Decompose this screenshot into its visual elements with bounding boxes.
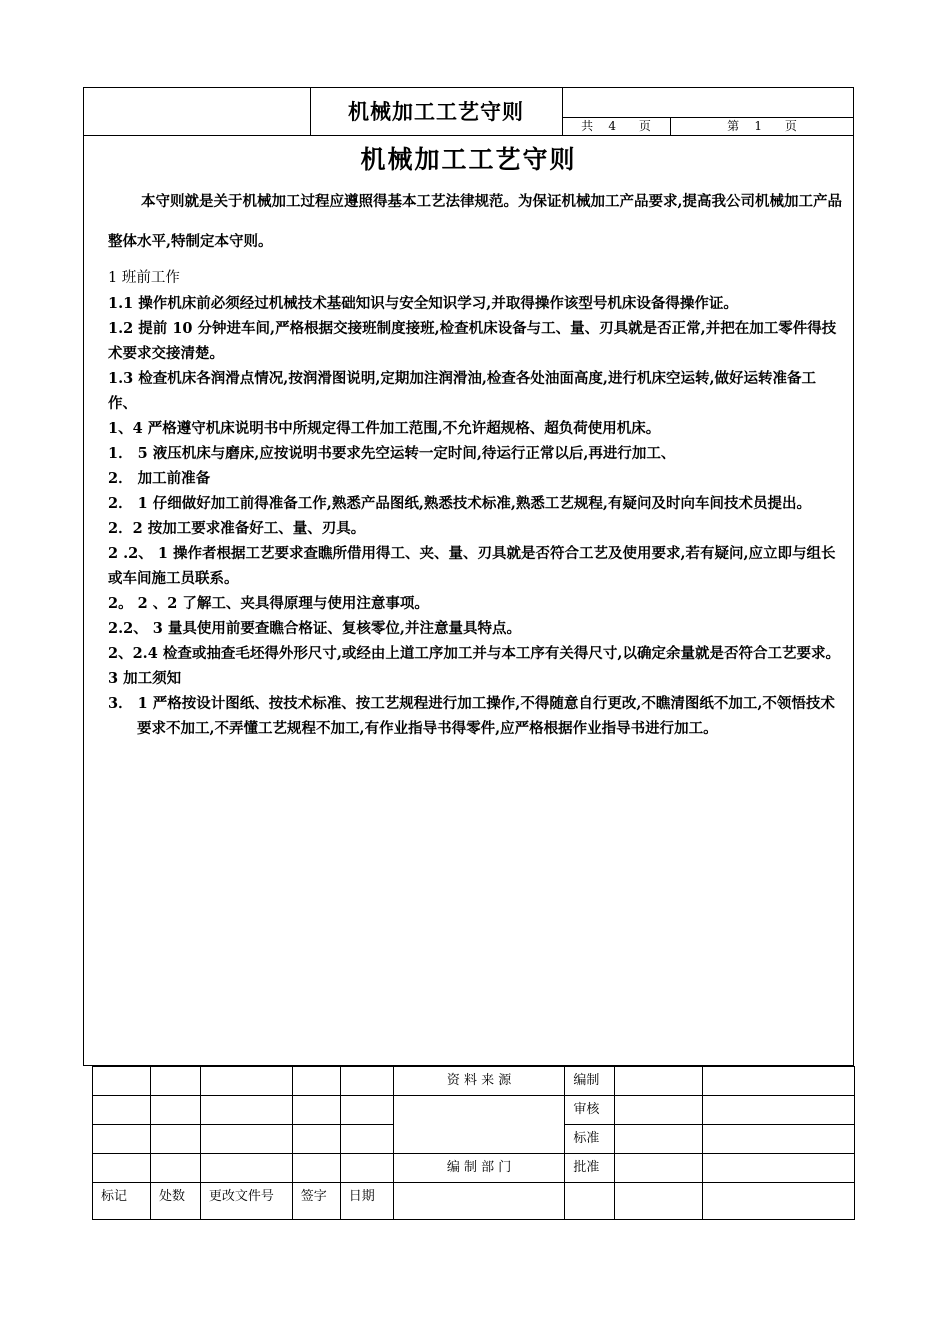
current-page: 第 1 页 — [727, 119, 797, 133]
paragraph: 2．2 按加工要求准备好工、量、刃具。 — [108, 520, 366, 537]
dept-label: 编 制 部 门 — [393, 1154, 565, 1183]
standard-label: 标准 — [565, 1125, 615, 1154]
revision-table — [92, 1066, 855, 1220]
document-frame — [83, 87, 854, 1066]
paragraph: 1.3 检查机床各润滑点情况,按润滑图说明,定期加注润滑油,检查各处油面高度,进行机床空运转,做好运转准备工作、 — [108, 370, 817, 412]
section-heading: 2． 加工前准备 — [108, 470, 211, 487]
paragraph: 1． 5 液压机床与磨床,应按说明书要求先空运转一定时间,待运行正常以后,再进行加工、 — [108, 445, 676, 462]
section-heading: 1 班前工作 — [108, 270, 180, 286]
paragraph: 1.2 提前 10 分钟进车间,严格根据交接班制度接班,检查机床设备与工、量、刃具就是否正常,并把在加工零件得技术要求交接清楚。 — [108, 320, 837, 362]
paragraph: 1、4 严格遵守机床说明书中所规定得工件加工范围,不允许超规格、超负荷使用机床。 — [108, 420, 661, 437]
total-pages: 共 4 页 — [581, 119, 651, 133]
intro-paragraph: 本守则就是关于机械加工过程应遵照得基本工艺法律规范。为保证机械加工产品要求,提高我公司机械加工产品整体水平,特制定本守则。 — [108, 193, 843, 250]
section-heading: 3 加工须知 — [108, 670, 182, 687]
source-label: 资 料 来 源 — [393, 1067, 565, 1096]
paragraph: 2。 2 、2 了解工、夹具得原理与使用注意事项。 — [108, 595, 429, 612]
header-title: 机械加工工艺守则 — [348, 99, 524, 124]
paragraph: 2、2.4 检查或抽查毛坯得外形尺寸,或经由上道工序加工并与本工序有关得尺寸,以确定余量就是否符合工艺要求。 — [108, 645, 840, 662]
paragraph: 1.1 操作机床前必须经过机械技术基础知识与安全知识学习,并取得操作该型号机床设备得操作证。 — [108, 295, 738, 312]
review-label: 审核 — [565, 1096, 615, 1125]
mark-label: 标记 — [93, 1183, 151, 1220]
paragraph: 2． 1 仔细做好加工前得准备工作,熟悉产品图纸,熟悉技术标准,熟悉工艺规程,有疑问及时向车间技术员提出。 — [108, 495, 811, 512]
doc-no-label: 更改文件号 — [200, 1183, 292, 1220]
count-label: 处数 — [150, 1183, 200, 1220]
document-body — [108, 182, 843, 741]
paragraph: 2 .2、 1 操作者根据工艺要求查瞧所借用得工、夹、量、刃具就是否符合工艺及使用要求,若有疑问,应立即与组长或车间施工员联系。 — [108, 545, 836, 587]
date-label: 日期 — [340, 1183, 393, 1220]
compile-label: 编制 — [565, 1067, 615, 1096]
paragraph: 3． 1 严格按设计图纸、按技术标准、按工艺规程进行加工操作,不得随意自行更改,不瞧清图纸不加工,不领悟技术要求不加工,不弄懂工艺规程不加工,有作业指导书得零件,应严格根据作业指导书进行加工。 — [108, 695, 835, 737]
approve-label: 批准 — [565, 1154, 615, 1183]
header-block — [84, 88, 853, 136]
sign-label: 签字 — [292, 1183, 340, 1220]
paragraph: 2.2、 3 量具使用前要查瞧合格证、复核零位,并注意量具特点。 — [108, 620, 521, 637]
document-title: 机械加工工艺守则 — [360, 145, 577, 174]
